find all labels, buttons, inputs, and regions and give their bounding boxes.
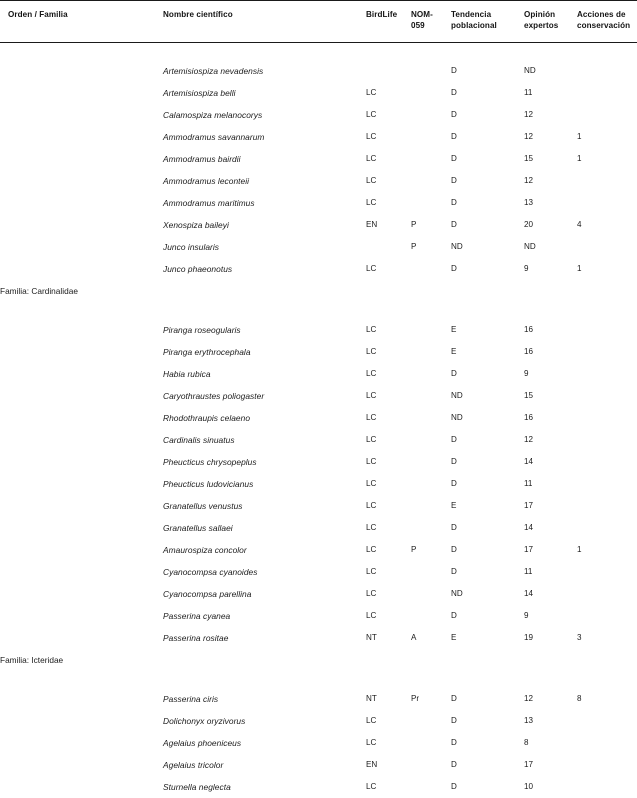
cell-nom-059 [411,517,451,539]
cell-nombre-cientifico: Artemisiospiza nevadensis [163,65,264,76]
cell-nom-059 [411,754,451,776]
table-row [0,341,637,363]
cell-orden-familia [0,517,163,539]
cell-nom-059 [411,429,451,451]
cell-acciones-conservacion [577,495,637,517]
cell-acciones-conservacion [577,363,637,385]
cell-acciones-conservacion [577,170,637,192]
cell-tendencia-poblacional: D [451,737,457,747]
cell-nombre-cientifico: Ammodramus bairdii [163,153,241,164]
cell-opinion-expertos: 11 [524,478,533,488]
cell-nom-059 [411,319,451,341]
cell-tendencia-poblacional: D [451,153,457,163]
cell-nombre-cientifico: Agelaius tricolor [163,759,224,770]
cell-opinion-expertos: 15 [524,153,534,163]
column-header-birdlife-label: BirdLife [366,10,398,19]
cell-tendencia-poblacional: D [451,109,457,119]
cell-acciones-conservacion: 8 [577,693,582,703]
cell-birdlife: LC [366,588,377,598]
cell-tendencia-poblacional: D [451,522,457,532]
column-header-opinion-expertos [524,1,577,43]
cell-nom-059 [411,192,451,214]
cell-acciones-conservacion: 1 [577,263,582,273]
cell-acciones-conservacion: 4 [577,219,582,229]
cell-opinion-expertos: 12 [524,434,534,444]
cell-nombre-cientifico: Cyanocompsa parellina [163,588,252,599]
cell-nom-059: P [411,219,417,229]
table-row [0,429,637,451]
cell-acciones-conservacion [577,385,637,407]
cell-orden-familia [0,104,163,126]
cell-orden-familia [0,319,163,341]
cell-nom-059 [411,561,451,583]
column-header-birdlife [366,1,411,43]
column-header-tendencia-line2: poblacional [451,20,497,30]
cell-tendencia-poblacional: E [451,632,457,642]
cell-orden-familia [0,710,163,732]
cell-birdlife: LC [366,478,377,488]
cell-nombre-cientifico: Cyanocompsa cyanoides [163,566,258,577]
cell-orden-familia [0,363,163,385]
cell-opinion-expertos: 19 [524,632,534,642]
cell-nombre-cientifico: Ammodramus maritimus [163,197,255,208]
header-spacer-row [0,43,637,61]
family-heading-label: Familia: Cardinalidae [0,286,78,297]
cell-nom-059 [411,363,451,385]
cell-birdlife: LC [366,544,377,554]
cell-nom-059 [411,710,451,732]
cell-orden-familia [0,688,163,710]
family-spacer-cell [0,671,637,688]
cell-nom-059 [411,258,451,280]
cell-opinion-expertos: 8 [524,737,529,747]
cell-orden-familia [0,60,163,82]
cell-acciones-conservacion [577,407,637,429]
cell-birdlife: LC [366,153,377,163]
cell-acciones-conservacion [577,429,637,451]
cell-nom-059 [411,583,451,605]
cell-birdlife: LC [366,390,377,400]
column-header-nom-059-line1: NOM- [411,10,433,19]
cell-acciones-conservacion [577,710,637,732]
cell-opinion-expertos: 12 [524,131,534,141]
table-row [0,104,637,126]
family-spacer-row [0,671,637,688]
cell-nombre-cientifico: Rhodothraupis celaeno [163,412,251,423]
cell-opinion-expertos: 16 [524,324,534,334]
cell-tendencia-poblacional: D [451,219,457,229]
cell-birdlife: LC [366,412,377,422]
cell-opinion-expertos: 9 [524,368,529,378]
cell-acciones-conservacion [577,517,637,539]
cell-tendencia-poblacional: D [451,131,457,141]
table-row [0,776,637,798]
table-row [0,605,637,627]
cell-orden-familia [0,170,163,192]
cell-nombre-cientifico: Ammodramus savannarum [163,131,265,142]
table-row [0,688,637,710]
cell-tendencia-poblacional: D [451,368,457,378]
cell-orden-familia [0,539,163,561]
column-header-tendencia-poblacional [451,1,524,43]
cell-nom-059 [411,407,451,429]
table-row [0,627,637,649]
cell-orden-familia [0,561,163,583]
family-heading-label: Familia: Icteridae [0,655,64,666]
table-row [0,126,637,148]
family-spacer-row [0,302,637,319]
table-row [0,583,637,605]
cell-birdlife: LC [366,197,377,207]
cell-birdlife [366,236,411,258]
column-header-opinion-line2: expertos [524,20,559,30]
table-row [0,60,637,82]
cell-orden-familia [0,429,163,451]
cell-acciones-conservacion [577,583,637,605]
table-row [0,170,637,192]
cell-nombre-cientifico: Granatellus sallaei [163,522,233,533]
cell-orden-familia [0,258,163,280]
cell-acciones-conservacion [577,341,637,363]
cell-nom-059 [411,605,451,627]
cell-tendencia-poblacional: ND [451,390,463,400]
cell-opinion-expertos: 20 [524,219,534,229]
table-row [0,385,637,407]
cell-nombre-cientifico: Habia rubica [163,368,211,379]
cell-birdlife: LC [366,500,377,510]
cell-nom-059 [411,385,451,407]
cell-birdlife: LC [366,109,377,119]
column-header-acciones-conservacion [577,1,637,43]
cell-tendencia-poblacional: D [451,715,457,725]
cell-birdlife: LC [366,324,377,334]
table-row [0,561,637,583]
table-row [0,732,637,754]
cell-birdlife: LC [366,346,377,356]
column-header-acciones-line1: Acciones de [577,10,626,19]
table-row [0,214,637,236]
cell-orden-familia [0,385,163,407]
table-row [0,473,637,495]
cell-tendencia-poblacional: D [451,175,457,185]
cell-birdlife: LC [366,368,377,378]
cell-birdlife: EN [366,759,378,769]
table-row [0,407,637,429]
cell-nombre-cientifico: Junco insularis [163,241,220,252]
column-header-nom-059 [411,1,451,43]
cell-tendencia-poblacional: D [451,566,457,576]
cell-tendencia-poblacional: D [451,781,457,791]
cell-orden-familia [0,451,163,473]
cell-birdlife [366,60,411,82]
cell-nom-059 [411,451,451,473]
cell-birdlife: LC [366,522,377,532]
cell-nom-059 [411,60,451,82]
cell-opinion-expertos: 11 [524,87,533,97]
table-row [0,258,637,280]
cell-tendencia-poblacional: D [451,759,457,769]
table-row [0,363,637,385]
cell-opinion-expertos: 12 [524,109,534,119]
table-row [0,236,637,258]
cell-birdlife: LC [366,610,377,620]
cell-tendencia-poblacional: ND [451,412,463,422]
column-header-orden-familia-label: Orden / Familia [8,10,68,19]
column-header-nom-059-line2: 059 [411,20,425,30]
cell-birdlife: NT [366,632,377,642]
cell-acciones-conservacion: 1 [577,153,582,163]
cell-birdlife: NT [366,693,377,703]
cell-acciones-conservacion [577,732,637,754]
cell-nom-059 [411,341,451,363]
cell-nom-059 [411,126,451,148]
cell-tendencia-poblacional: D [451,434,457,444]
cell-opinion-expertos: 12 [524,175,534,185]
cell-tendencia-poblacional: D [451,87,457,97]
cell-tendencia-poblacional: E [451,324,457,334]
cell-nom-059: Pr [411,693,420,703]
cell-birdlife: LC [366,566,377,576]
cell-acciones-conservacion [577,319,637,341]
cell-opinion-expertos: ND [524,65,536,75]
cell-orden-familia [0,236,163,258]
family-spacer-cell [0,302,637,319]
cell-acciones-conservacion [577,776,637,798]
cell-nombre-cientifico: Passerina ciris [163,693,219,704]
cell-opinion-expertos: 9 [524,610,529,620]
cell-acciones-conservacion [577,236,637,258]
cell-tendencia-poblacional: D [451,65,457,75]
cell-nom-059 [411,473,451,495]
table-row [0,517,637,539]
cell-nombre-cientifico: Dolichonyx oryzivorus [163,715,246,726]
table-row [0,754,637,776]
table-row [0,148,637,170]
cell-orden-familia [0,776,163,798]
cell-opinion-expertos: 16 [524,412,534,422]
cell-orden-familia [0,583,163,605]
cell-tendencia-poblacional: D [451,693,457,703]
cell-tendencia-poblacional: D [451,478,457,488]
cell-nom-059 [411,104,451,126]
cell-opinion-expertos: 14 [524,456,534,466]
cell-birdlife: LC [366,263,377,273]
cell-opinion-expertos: 17 [524,759,534,769]
cell-acciones-conservacion [577,605,637,627]
cell-orden-familia [0,214,163,236]
table-row [0,495,637,517]
cell-acciones-conservacion [577,561,637,583]
cell-nombre-cientifico: Calamospiza melanocorys [163,109,263,120]
cell-acciones-conservacion: 3 [577,632,582,642]
cell-tendencia-poblacional: ND [451,241,463,251]
cell-acciones-conservacion [577,192,637,214]
cell-acciones-conservacion: 1 [577,544,582,554]
cell-opinion-expertos: 13 [524,715,534,725]
column-header-nombre-cientifico [163,1,366,43]
cell-opinion-expertos: 10 [524,781,534,791]
cell-nombre-cientifico: Junco phaeonotus [163,263,233,274]
cell-orden-familia [0,732,163,754]
header-spacer-cell [0,43,637,61]
cell-tendencia-poblacional: D [451,610,457,620]
cell-birdlife: LC [366,131,377,141]
cell-orden-familia [0,126,163,148]
cell-nombre-cientifico: Agelaius phoeniceus [163,737,242,748]
cell-orden-familia [0,407,163,429]
cell-birdlife: LC [366,434,377,444]
cell-acciones-conservacion: 1 [577,131,582,141]
cell-acciones-conservacion [577,104,637,126]
table-row [0,539,637,561]
cell-nom-059: P [411,241,417,251]
cell-opinion-expertos: 16 [524,346,534,356]
cell-nom-059 [411,732,451,754]
cell-orden-familia [0,605,163,627]
cell-orden-familia [0,82,163,104]
cell-tendencia-poblacional: ND [451,588,463,598]
cell-nombre-cientifico: Piranga erythrocephala [163,346,251,357]
cell-nom-059: A [411,632,417,642]
cell-tendencia-poblacional: D [451,456,457,466]
table-row [0,710,637,732]
table-row [0,192,637,214]
cell-nombre-cientifico: Sturnella neglecta [163,781,231,792]
cell-nombre-cientifico: Passerina rositae [163,632,229,643]
cell-tendencia-poblacional: E [451,500,457,510]
cell-tendencia-poblacional: D [451,544,457,554]
cell-opinion-expertos: 14 [524,588,534,598]
column-header-tendencia-line1: Tendencia [451,10,492,19]
cell-opinion-expertos: 12 [524,693,534,703]
cell-nombre-cientifico: Ammodramus leconteii [163,175,250,186]
cell-opinion-expertos: 11 [524,566,533,576]
table-row [0,319,637,341]
cell-nom-059 [411,82,451,104]
cell-opinion-expertos: 9 [524,263,529,273]
column-header-opinion-line1: Opinión [524,10,556,19]
cell-acciones-conservacion [577,60,637,82]
cell-birdlife: LC [366,87,377,97]
cell-birdlife: LC [366,715,377,725]
column-header-acciones-line2: conservación [577,20,631,30]
cell-opinion-expertos: 15 [524,390,534,400]
column-header-nombre-cientifico-label: Nombre científico [163,10,233,19]
cell-orden-familia [0,495,163,517]
table-header-row [0,1,637,43]
cell-nombre-cientifico: Artemisiospiza belli [163,87,236,98]
cell-acciones-conservacion [577,82,637,104]
cell-nom-059 [411,170,451,192]
table-row [0,451,637,473]
cell-nombre-cientifico: Granatellus venustus [163,500,243,511]
cell-opinion-expertos: 13 [524,197,534,207]
cell-nom-059 [411,776,451,798]
cell-birdlife: LC [366,737,377,747]
cell-birdlife: LC [366,456,377,466]
family-heading-row [0,649,637,671]
cell-orden-familia [0,754,163,776]
table-body [0,43,637,798]
cell-opinion-expertos: 17 [524,500,534,510]
cell-nombre-cientifico: Pheucticus ludovicianus [163,478,254,489]
cell-orden-familia [0,341,163,363]
cell-tendencia-poblacional: E [451,346,457,356]
column-header-orden-familia [0,1,163,43]
cell-nombre-cientifico: Passerina cyanea [163,610,231,621]
cell-nombre-cientifico: Amaurospiza concolor [163,544,247,555]
cell-orden-familia [0,192,163,214]
cell-tendencia-poblacional: D [451,263,457,273]
cell-birdlife: LC [366,175,377,185]
cell-opinion-expertos: 17 [524,544,534,554]
cell-nom-059 [411,148,451,170]
cell-orden-familia [0,148,163,170]
cell-nombre-cientifico: Cardinalis sinuatus [163,434,235,445]
cell-acciones-conservacion [577,754,637,776]
cell-nombre-cientifico: Pheucticus chrysopeplus [163,456,257,467]
cell-nombre-cientifico: Xenospiza baileyi [163,219,229,230]
cell-nom-059 [411,495,451,517]
cell-tendencia-poblacional: D [451,197,457,207]
cell-nombre-cientifico: Piranga roseogularis [163,324,241,335]
cell-acciones-conservacion [577,451,637,473]
table-row [0,82,637,104]
cell-orden-familia [0,627,163,649]
family-heading-row [0,280,637,302]
cell-opinion-expertos: 14 [524,522,534,532]
cell-nombre-cientifico: Caryothraustes poliogaster [163,390,265,401]
cell-birdlife: EN [366,219,378,229]
cell-acciones-conservacion [577,473,637,495]
cell-orden-familia [0,473,163,495]
cell-nom-059: P [411,544,417,554]
cell-opinion-expertos: ND [524,241,536,251]
table-header [0,1,637,43]
cell-birdlife: LC [366,781,377,791]
